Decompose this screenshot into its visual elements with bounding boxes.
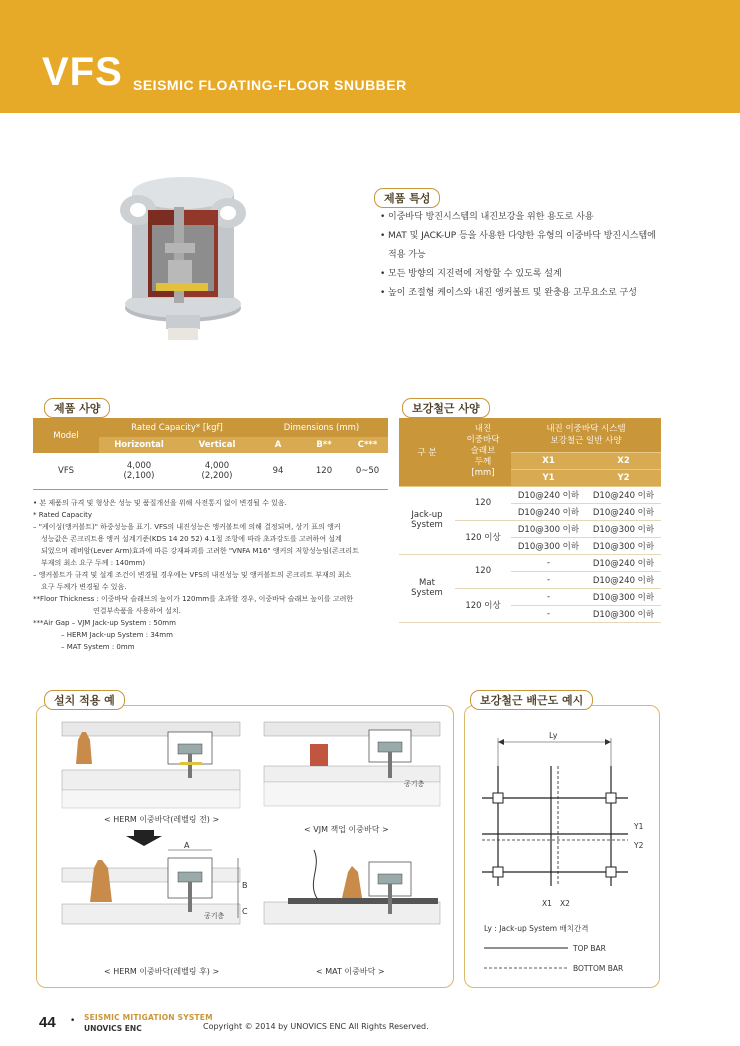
note-line: 성능값은 콘크리트용 앵커 설계기준(KDS 14 20 52) 4.1절 조항에 따라 초과강도를 고려하여 설계 — [41, 535, 342, 543]
spec-horizontal-value: 4,000 — [126, 460, 152, 471]
rebar-cell: D10@300 이하 — [586, 605, 661, 622]
rebar-header-thickness-line: 내진 — [474, 424, 492, 435]
y1-label: Y1 — [634, 822, 644, 831]
dim-b-label: B — [242, 881, 248, 890]
mat-diagram — [264, 850, 440, 924]
page-number: 44 — [39, 1014, 56, 1031]
feature-item: • 모든 방향의 지진력에 저항할 수 있도록 설계 — [380, 265, 680, 284]
legend-top-bar: TOP BAR — [573, 944, 606, 953]
product-subtitle: SEISMIC FLOATING-FLOOR SNUBBER — [133, 77, 407, 93]
rebar-cell: D10@240 이하 — [586, 554, 661, 571]
header-banner — [0, 0, 740, 113]
rebar-thickness: 120 이상 — [455, 588, 511, 622]
rebar-header-thickness — [455, 418, 511, 486]
footer-separator: • — [70, 1016, 76, 1026]
vjm-diagram — [264, 722, 440, 806]
feature-item: • 이중바닥 방진시스템의 내진보강을 위한 용도로 사용 — [380, 208, 680, 227]
install-caption-2: < VJM 잭업 이중바닥 > — [304, 825, 389, 834]
note-line: – "케이싱(앵커볼트)" 하중성능을 표기. VFS의 내진성능은 앵커볼트에 의해 결정되며, 상기 표의 앵커 — [33, 523, 341, 531]
spec-header-rated: Rated Capacity* [kgf] — [99, 418, 255, 437]
spec-vertical-paren: (2,200) — [201, 470, 233, 481]
rebar-jackup-label — [399, 486, 455, 554]
dim-c-label: C — [242, 907, 248, 916]
x1-label: X1 — [542, 899, 552, 908]
footer-brand-company: UNOVICS ENC — [84, 1024, 142, 1033]
rebar-thickness: 120 — [455, 486, 511, 520]
spec-header-dimensions: Dimensions (mm) — [255, 418, 388, 437]
footer-brand-system: SEISMIC MITIGATION SYSTEM — [84, 1013, 213, 1022]
feature-item: • MAT 및 JACK-UP 등을 사용한 다양한 유형의 이중바닥 방진시스템에 — [380, 227, 680, 246]
spec-notes — [33, 497, 393, 653]
rebar-header-thickness-line: 이중바닥 — [466, 435, 500, 446]
note-line: 되었으며 레버암(Lever Arm)효과에 따른 강재파괴를 고려한 "VNFA M16" 앵커의 저항성능임(콘크리트 — [41, 547, 359, 555]
rebar-cell: D10@300 이하 — [586, 588, 661, 605]
rebar-header-thickness-line: 슬래브 — [470, 446, 496, 457]
x2-label: X2 — [560, 899, 570, 908]
arrow-down-icon — [126, 830, 162, 846]
herm-before-diagram — [62, 722, 240, 808]
rebar-cell: - — [511, 605, 586, 622]
install-diagrams — [56, 718, 446, 968]
note-line: – 앵커볼트가 규격 및 설계 조건이 변경될 경우에는 VFS의 내진성능 및 앵커볼트의 콘크리트 부재의 최소 — [33, 571, 352, 579]
rebar-header-spec-line: 내진 이중바닥 시스템 — [546, 423, 626, 434]
rebar-header-spec-line: 보강철근 일반 사양 — [550, 435, 622, 446]
rebar-header-thickness-line: 두께 — [474, 457, 492, 468]
install-tag: 설치 적용 예 — [44, 690, 125, 710]
rebar-mat-label — [399, 554, 455, 622]
spec-horizontal — [99, 453, 179, 489]
rebar-header-y1: Y1 — [511, 469, 586, 486]
air-gap-label-1: 공기층 — [404, 780, 425, 788]
rebar-jackup-line: Jack-up — [411, 510, 443, 520]
herm-after-diagram — [62, 841, 248, 924]
rebar-cell: D10@240 이하 — [586, 503, 661, 520]
spec-c: 0~50 — [355, 465, 380, 476]
air-gap-label-2: 공기층 — [204, 912, 225, 920]
spec-table — [33, 418, 388, 490]
spec-b: 120 — [315, 465, 333, 476]
note-line: – HERM Jack-up System : 34mm — [61, 631, 173, 639]
rebar-thickness: 120 이상 — [455, 520, 511, 554]
rebar-cell: D10@300 이하 — [511, 537, 586, 554]
spec-header-b: B** — [301, 437, 347, 453]
note-line: **Floor Thickness : 이중바닥 슬래브의 높이가 120mm를 초과할 경우, 이중바닥 슬래브 높이를 고려한 — [33, 595, 354, 603]
spec-header-a: A — [255, 437, 301, 453]
rebar-jackup-line: System — [411, 520, 443, 530]
spec-model: VFS — [58, 465, 74, 476]
note-line: 연결부속품을 사용하여 설치. — [93, 607, 181, 615]
rebar-header-x2: X2 — [586, 452, 661, 469]
product-code: VFS — [42, 50, 123, 94]
install-caption-1: < HERM 이중바닥(레벨링 전) > — [104, 815, 220, 824]
product-image — [108, 165, 258, 365]
spec-vertical-value: 4,000 — [204, 460, 230, 471]
rebar-header-category: 구 분 — [399, 418, 455, 486]
spec-header-vertical: Vertical — [179, 437, 255, 453]
note-line: – MAT System : 0mm — [61, 643, 135, 651]
rebar-cell: D10@300 이하 — [586, 537, 661, 554]
rebar-layout-diagram — [468, 716, 658, 986]
rebar-header-spec — [511, 418, 661, 452]
features-list — [380, 208, 680, 303]
rebar-cell: D10@240 이하 — [511, 486, 586, 503]
install-caption-4: < MAT 이중바닥 > — [316, 967, 385, 976]
footer-copyright: Copyright © 2014 by UNOVICS ENC All Rights Reserved. — [203, 1022, 429, 1031]
note-line: 요구 두께가 변경될 수 있음. — [41, 583, 127, 591]
rebar-cell: - — [511, 554, 586, 571]
note-line: * Rated Capacity — [33, 511, 93, 519]
rebar-cell: D10@300 이하 — [586, 520, 661, 537]
dim-a-label: A — [184, 841, 190, 850]
install-caption-3: < HERM 이중바닥(레벨링 후) > — [104, 967, 220, 976]
spec-horizontal-paren: (2,100) — [123, 470, 155, 481]
features-tag: 제품 특성 — [374, 188, 440, 208]
spec-vertical — [179, 453, 255, 489]
rebar-cell: D10@240 이하 — [586, 486, 661, 503]
spec-tag: 제품 사양 — [44, 398, 110, 418]
feature-item: • 높이 조절형 케이스와 내진 앵커볼트 및 완충용 고무요소로 구성 — [380, 284, 680, 303]
rebar-header-x1: X1 — [511, 452, 586, 469]
spec-header-model: Model — [33, 418, 99, 453]
layout-tag: 보강철근 배근도 예시 — [470, 690, 593, 710]
rebar-tag: 보강철근 사양 — [402, 398, 490, 418]
legend-bottom-bar: BOTTOM BAR — [573, 964, 624, 973]
ly-label: Ly — [549, 731, 558, 740]
note-line: ***Air Gap – VJM Jack-up System : 50mm — [33, 619, 176, 627]
feature-item-continued: 적용 가능 — [388, 250, 426, 260]
rebar-cell: - — [511, 571, 586, 588]
rebar-cell: D10@300 이하 — [511, 520, 586, 537]
rebar-mat-line: Mat — [419, 578, 435, 588]
note-line: • 본 제품의 규격 및 형상은 성능 및 품질개선을 위해 사전통지 없이 변경될 수 있음. — [33, 499, 287, 507]
spec-header-horizontal: Horizontal — [99, 437, 179, 453]
rebar-header-thickness-line: [mm] — [471, 468, 495, 479]
rebar-cell: D10@240 이하 — [511, 503, 586, 520]
spec-header-c: C*** — [347, 437, 388, 453]
note-line: 부재의 최소 요구 두께 : 140mm) — [41, 559, 146, 567]
rebar-cell: D10@240 이하 — [586, 571, 661, 588]
y2-label: Y2 — [634, 841, 644, 850]
rebar-cell: - — [511, 588, 586, 605]
rebar-header-y2: Y2 — [586, 469, 661, 486]
spec-a: 94 — [272, 465, 284, 476]
rebar-table — [399, 418, 661, 623]
layout-legend-ly: Ly : Jack-up System 배치간격 — [484, 924, 589, 933]
rebar-thickness: 120 — [455, 554, 511, 588]
rebar-mat-line: System — [411, 588, 443, 598]
